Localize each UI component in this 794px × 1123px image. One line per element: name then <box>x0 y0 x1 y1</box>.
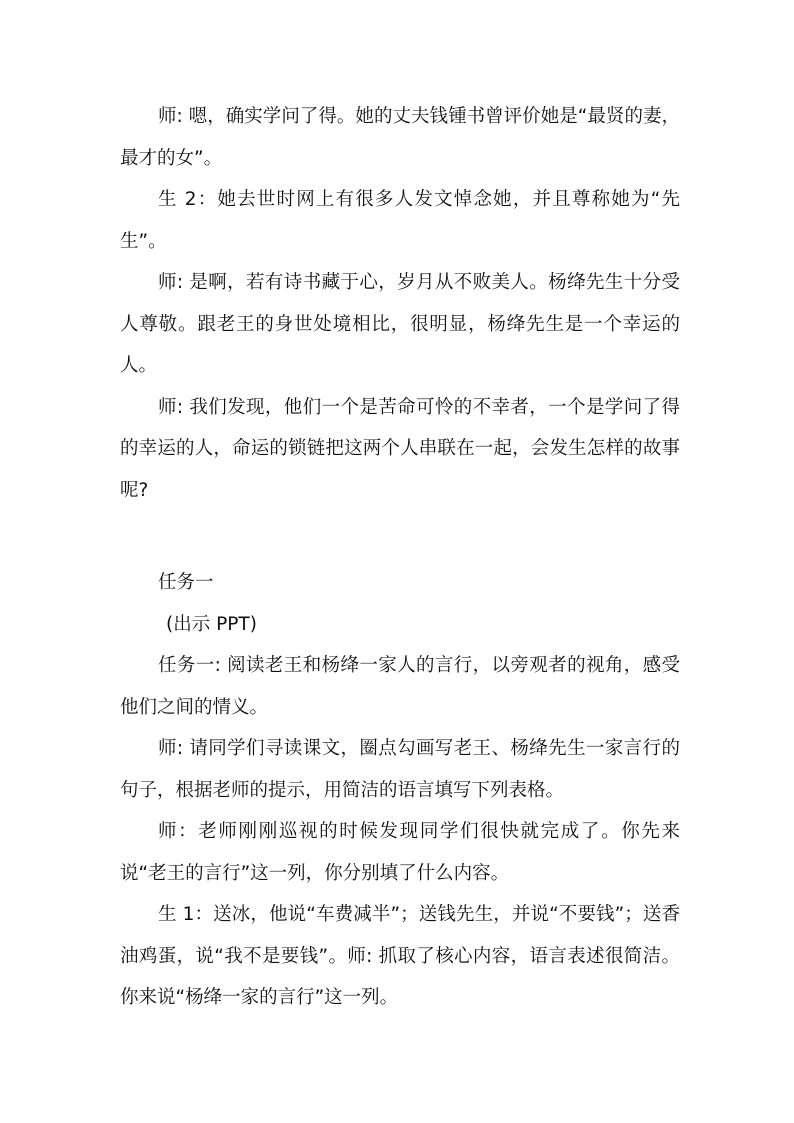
student-paragraph-2: 生 2：她去世时网上有很多人发文悼念她，并且尊称她为“先生”。 <box>120 189 680 252</box>
teacher-paragraph-4: 师: 我们发现，他们一个是苦命可怜的不幸者，一个是学问了得的幸运的人，命运的锁链把这两个人串联在一起，会发生怎样的故事呢? <box>120 396 680 501</box>
task-section <box>120 562 680 1019</box>
task-heading: 任务一 <box>158 572 214 593</box>
teacher-instruction: 师: 请同学们寻读课文，圈点勾画写老王、杨绛先生一家言行的句子，根据老师的提示，用简洁的语言填写下列表格。 <box>120 738 680 801</box>
dialogue-section <box>120 96 680 511</box>
teacher-prompt: 师：老师刚刚巡视的时候发现同学们很快就完成了。你先来说“老王的言行”这一列，你分别填了什么内容。 <box>120 821 680 884</box>
ppt-note: (出示 PPT) <box>166 613 257 635</box>
teacher-paragraph-3: 师: 是啊，若有诗书藏于心，岁月从不败美人。杨绛先生十分受人尊敬。跟老王的身世处境相比，很明显，杨绛先生是一个幸运的人。 <box>120 272 680 376</box>
teacher-paragraph-1: 师: 嗯，确实学问了得。她的丈夫钱锺书曾评价她是“最贤的妻，最才的女”。 <box>120 106 680 169</box>
task-description: 任务一: 阅读老王和杨绛一家人的言行，以旁观者的视角，感受他们之间的情义。 <box>120 655 680 718</box>
student-answer: 生 1：送冰，他说“车费减半”；送钱先生，并说“不要钱”；送香油鸡蛋，说“我不是要钱”。师: 抓取了核心内容，语言表述很简洁。你来说“杨绛一家的言行”这一列。 <box>120 904 680 1008</box>
